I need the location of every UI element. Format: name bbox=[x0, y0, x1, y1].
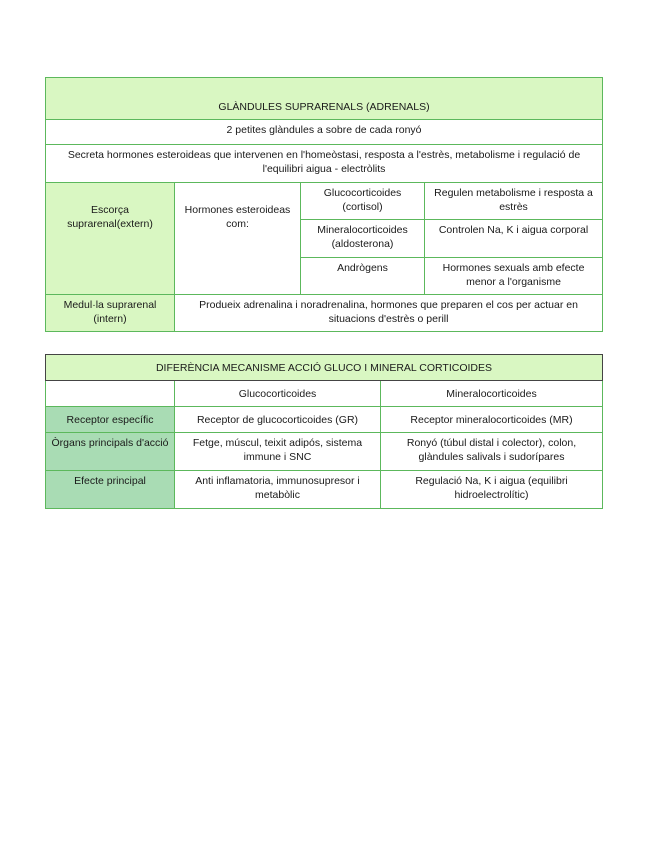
hormone-cell: Andrògens bbox=[301, 258, 425, 295]
row-label: Efecte principal bbox=[46, 471, 175, 509]
function-cell: Regulen metabolisme i resposta a estrès bbox=[425, 183, 603, 220]
row-label: Receptor específic bbox=[46, 407, 175, 433]
gluco-cell: Receptor de glucocorticoides (GR) bbox=[175, 407, 381, 433]
table1-description: Secreta hormones esteroideas que intervenen en l'homeòstasi, resposta a l'estrès, metabolisme i regulació de l'equilibri aigua - electròlits bbox=[46, 145, 603, 183]
hormone-cell: Mineralocorticoides (aldosterona) bbox=[301, 220, 425, 258]
table1-title: GLÀNDULES SUPRARENALS (ADRENALS) bbox=[46, 78, 603, 120]
adrenal-glands-table bbox=[45, 77, 603, 332]
medulla-text: Produeix adrenalina i noradrenalina, hormones que preparen el cos per actuar en situacions d'estrès o perill bbox=[175, 295, 603, 332]
col-header-mineral: Mineralocorticoides bbox=[381, 381, 603, 407]
gluco-cell: Anti inflamatoria, immunosupresor i metabòlic bbox=[175, 471, 381, 509]
cortex-hormones: Hormones esteroideas com: bbox=[175, 183, 301, 295]
table2-title: DIFERÈNCIA MECANISME ACCIÓ GLUCO I MINERAL CORTICOIDES bbox=[46, 355, 603, 381]
cortex-label: Escorça suprarenal(extern) bbox=[46, 183, 175, 295]
mineral-cell: Regulació Na, K i aigua (equilibri hidroelectrolític) bbox=[381, 471, 603, 509]
empty-header-cell bbox=[46, 381, 175, 407]
function-cell: Controlen Na, K i aigua corporal bbox=[425, 220, 603, 258]
table1-subtitle: 2 petites glàndules a sobre de cada ronyó bbox=[46, 120, 603, 145]
col-header-gluco: Glucocorticoides bbox=[175, 381, 381, 407]
row-label: Òrgans principals d'acció bbox=[46, 433, 175, 471]
mineral-cell: Ronyó (túbul distal i colector), colon, glàndules salivals i sudorípares bbox=[381, 433, 603, 471]
medulla-label: Medul·la suprarenal (intern) bbox=[46, 295, 175, 332]
corticoids-comparison-table bbox=[45, 354, 603, 509]
mineral-cell: Receptor mineralocorticoides (MR) bbox=[381, 407, 603, 433]
function-cell: Hormones sexuals amb efecte menor a l'organisme bbox=[425, 258, 603, 295]
gluco-cell: Fetge, múscul, teixit adipós, sistema immune i SNC bbox=[175, 433, 381, 471]
hormone-cell: Glucocorticoides (cortisol) bbox=[301, 183, 425, 220]
